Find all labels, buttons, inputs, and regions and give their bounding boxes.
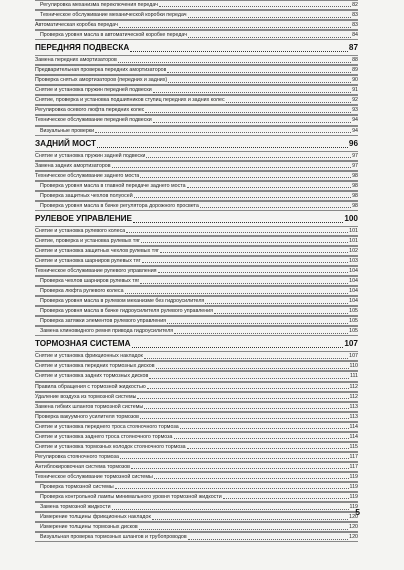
toc-entry-page: 119 bbox=[349, 473, 358, 480]
dot-leader bbox=[174, 437, 349, 439]
toc-entry-page: 83 bbox=[352, 22, 358, 29]
toc-entry-page: 103 bbox=[349, 257, 358, 264]
toc-entry-title: Снятие и установка заднего троса стояночного тормоза bbox=[35, 433, 173, 440]
dot-leader bbox=[188, 16, 352, 18]
dot-leader bbox=[154, 477, 349, 479]
toc-entry bbox=[35, 201, 358, 211]
toc-entry-page: 92 bbox=[352, 97, 358, 104]
toc-entry bbox=[35, 326, 358, 336]
dot-leader bbox=[95, 131, 351, 133]
toc-entry bbox=[35, 105, 358, 115]
toc-entry-page: 119 bbox=[349, 494, 358, 501]
toc-entry bbox=[35, 246, 358, 256]
dot-leader bbox=[137, 397, 348, 399]
dot-leader bbox=[112, 508, 349, 510]
dot-leader bbox=[188, 36, 351, 38]
toc-entry-title: Снятие и установка задних тормозных дисков bbox=[35, 373, 149, 380]
toc-entry-title: Замена клиновидного ремня привода гидроусилителя bbox=[40, 328, 174, 335]
toc-entry-page: 98 bbox=[352, 182, 358, 189]
toc-entry-page: 82 bbox=[352, 2, 358, 8]
dot-leader bbox=[156, 367, 349, 369]
toc-entry-page: 105 bbox=[349, 318, 358, 325]
dot-leader bbox=[223, 497, 349, 499]
dot-leader bbox=[125, 292, 349, 294]
toc-entry-title: Проверка контрольной лампы минимального уровня тормозной жидкости bbox=[40, 494, 222, 501]
dot-leader bbox=[153, 121, 351, 123]
toc-entry-title: Замена гибких шлангов тормозной системы bbox=[35, 403, 144, 410]
toc-entry bbox=[35, 402, 358, 412]
toc-entry bbox=[35, 286, 358, 296]
toc-entry-page: 94 bbox=[352, 127, 358, 134]
toc-entry-title: Снятие и установка пружин передней подвески bbox=[35, 87, 152, 94]
toc-entry-title: Измерение толщины тормозных дисков bbox=[40, 524, 138, 531]
toc-entry-page: 120 bbox=[349, 524, 358, 531]
toc-entry bbox=[35, 532, 358, 542]
toc-entry-page: 117 bbox=[349, 463, 358, 470]
toc-entry bbox=[35, 462, 358, 472]
toc-entry-page: 104 bbox=[349, 288, 358, 295]
toc-entry-page: 120 bbox=[349, 514, 358, 521]
toc-entry-title: Снятие и установка передних тормозных дисков bbox=[35, 363, 155, 370]
toc-entry-title: Проверка люфта рулевого колеса bbox=[40, 288, 124, 295]
toc-entry-page: 114 bbox=[349, 433, 358, 440]
toc-entry bbox=[35, 442, 358, 452]
toc-entry-page: 117 bbox=[349, 453, 358, 460]
toc-entry-title: Снятие и установка тормозных колодок стояночного тормоза bbox=[35, 443, 186, 450]
dot-leader bbox=[139, 528, 348, 530]
toc-entry bbox=[35, 10, 358, 20]
toc-entry bbox=[35, 181, 358, 191]
toc-entry-title: Замена передних амортизаторов bbox=[35, 57, 117, 64]
toc-entry-title: Техническое обслуживание заднего моста bbox=[35, 172, 140, 179]
toc-entry-page: 102 bbox=[349, 247, 358, 254]
toc-entry-page: 104 bbox=[349, 298, 358, 305]
toc-entry-page: 111 bbox=[349, 373, 358, 380]
toc-entry-page: 98 bbox=[352, 192, 358, 199]
toc-entry-page: 83 bbox=[352, 12, 358, 19]
dot-leader bbox=[140, 176, 351, 178]
table-of-contents bbox=[35, 0, 358, 542]
toc-entry-page: 101 bbox=[349, 227, 358, 234]
toc-entry-title: Проверка уровня масла в автоматической коробке передач bbox=[40, 32, 188, 39]
dot-leader bbox=[147, 387, 349, 389]
dot-leader bbox=[214, 312, 348, 314]
toc-entry bbox=[35, 0, 358, 10]
toc-entry-title: Проверка уровня масла в рулевом механизме без гидроусилителя bbox=[40, 298, 205, 305]
toc-entry-title: Снятие и установка фрикционных накладок bbox=[35, 353, 143, 360]
toc-entry-page: 84 bbox=[352, 32, 358, 39]
dot-leader bbox=[97, 146, 348, 148]
dot-leader bbox=[112, 166, 352, 168]
toc-section-heading bbox=[35, 41, 358, 55]
dot-leader bbox=[140, 282, 348, 284]
toc-entry-title: Снятие и установка рулевого колеса bbox=[35, 227, 126, 234]
toc-entry bbox=[35, 266, 358, 276]
toc-entry-page: 110 bbox=[349, 363, 358, 370]
toc-entry-title: Техническое обслуживание тормозной системы bbox=[35, 473, 153, 480]
dot-leader bbox=[188, 538, 348, 540]
toc-entry-page: 94 bbox=[352, 117, 358, 124]
toc-entry-title: Техническое обслуживание передней подвески bbox=[35, 117, 152, 124]
dot-leader bbox=[115, 487, 349, 489]
toc-entry bbox=[35, 20, 358, 30]
toc-entry-title: Проверка уровня масла в бачке регулятора дорожного просвета bbox=[40, 202, 199, 209]
dot-leader bbox=[126, 231, 348, 233]
toc-entry bbox=[35, 502, 358, 512]
toc-entry bbox=[35, 361, 358, 371]
toc-entry-title: Снятие и установка переднего троса стояночного тормоза bbox=[35, 423, 179, 430]
toc-entry-title: Правила обращения с тормозной жидкостью bbox=[35, 383, 146, 390]
toc-entry-page: 87 bbox=[348, 43, 358, 53]
dot-leader bbox=[146, 156, 351, 158]
dot-leader bbox=[120, 457, 349, 459]
toc-entry-page: 105 bbox=[349, 328, 358, 335]
toc-entry bbox=[35, 95, 358, 105]
toc-entry bbox=[35, 191, 358, 201]
dot-leader bbox=[144, 407, 348, 409]
toc-entry-page: 120 bbox=[349, 534, 358, 541]
toc-entry-page: 115 bbox=[349, 443, 358, 450]
dot-leader bbox=[140, 417, 349, 419]
toc-entry-title: Автоматическая коробка передач bbox=[35, 22, 118, 29]
toc-entry bbox=[35, 85, 358, 95]
toc-entry-title: РУЛЕВОЕ УПРАВЛЕНИЕ bbox=[35, 213, 132, 223]
toc-entry bbox=[35, 492, 358, 502]
dot-leader bbox=[180, 427, 349, 429]
toc-entry-title: Замена задних амортизаторов bbox=[35, 162, 111, 169]
dot-leader bbox=[187, 447, 349, 449]
toc-entry-title: Снятие, проверка и установка рулевых тяг bbox=[35, 237, 141, 244]
dot-leader bbox=[133, 221, 343, 223]
dot-leader bbox=[168, 81, 351, 83]
dot-leader bbox=[132, 346, 344, 348]
toc-entry-title: Измерение толщины фрикционных накладок bbox=[40, 514, 151, 521]
dot-leader bbox=[145, 111, 351, 113]
toc-entry-title: Визуальные проверки bbox=[40, 127, 95, 134]
toc-entry bbox=[35, 75, 358, 85]
toc-entry-page: 119 bbox=[349, 483, 358, 490]
toc-entry-page: 93 bbox=[352, 107, 358, 114]
page-number: 5 bbox=[355, 507, 360, 517]
toc-entry bbox=[35, 55, 358, 65]
toc-entry bbox=[35, 161, 358, 171]
toc-entry-page: 88 bbox=[352, 57, 358, 64]
toc-entry bbox=[35, 351, 358, 361]
toc-entry bbox=[35, 226, 358, 236]
toc-entry-page: 107 bbox=[344, 339, 358, 349]
toc-entry bbox=[35, 316, 358, 326]
toc-entry-title: Проверка уровня масла в бачке гидроусилителя рулевого управления bbox=[40, 308, 213, 315]
toc-entry-page: 107 bbox=[349, 353, 358, 360]
toc-entry bbox=[35, 126, 358, 136]
toc-entry-page: 89 bbox=[352, 67, 358, 74]
toc-entry-page: 114 bbox=[349, 423, 358, 430]
dot-leader bbox=[144, 357, 348, 359]
toc-entry bbox=[35, 30, 358, 40]
toc-entry-page: 101 bbox=[349, 237, 358, 244]
dot-leader bbox=[226, 101, 351, 103]
dot-leader bbox=[160, 251, 348, 253]
toc-entry bbox=[35, 276, 358, 286]
toc-entry bbox=[35, 296, 358, 306]
dot-leader bbox=[200, 206, 351, 208]
dot-leader bbox=[187, 186, 352, 188]
toc-entry-title: ЗАДНИЙ МОСТ bbox=[35, 138, 97, 148]
toc-entry-title: Регулировка механизма переключения передач bbox=[40, 2, 158, 8]
dot-leader bbox=[141, 241, 348, 243]
dot-leader bbox=[118, 61, 351, 63]
toc-entry-title: Проверка защитных чехлов полуосей bbox=[40, 192, 133, 199]
toc-entry-title: Проверка чехлов шарниров рулевых тяг bbox=[40, 278, 140, 285]
toc-entry bbox=[35, 236, 358, 246]
dot-leader bbox=[152, 518, 348, 520]
toc-entry bbox=[35, 171, 358, 181]
toc-entry-page: 112 bbox=[349, 393, 358, 400]
toc-entry-title: Техническое обслуживание механической коробки передач bbox=[40, 12, 187, 19]
toc-entry-title: Проверка снятых амортизаторов (передних и задних) bbox=[35, 77, 168, 84]
toc-entry bbox=[35, 371, 358, 381]
toc-section-heading bbox=[35, 137, 358, 151]
dot-leader bbox=[149, 377, 349, 379]
toc-entry bbox=[35, 151, 358, 161]
toc-entry-page: 112 bbox=[349, 383, 358, 390]
toc-entry bbox=[35, 65, 358, 75]
toc-entry-title: Снятие и установка защитных чехлов рулевых тяг bbox=[35, 247, 159, 254]
toc-entry-title: ПЕРЕДНЯЯ ПОДВЕСКА bbox=[35, 43, 130, 53]
toc-entry-title: Предварительная проверка передних амортизаторов bbox=[35, 67, 167, 74]
toc-entry-title: Антиблокировочная система тормозов bbox=[35, 463, 130, 470]
dot-leader bbox=[153, 91, 351, 93]
toc-entry-title: Проверка тормозной системы bbox=[40, 483, 114, 490]
toc-entry-title: Удаление воздуха из тормозной системы bbox=[35, 393, 137, 400]
toc-entry bbox=[35, 382, 358, 392]
toc-entry-title: Регулировка осевого люфта передних колес bbox=[35, 107, 145, 114]
toc-entry-page: 100 bbox=[344, 213, 358, 223]
toc-entry-title: Техническое обслуживание рулевого управления bbox=[35, 268, 157, 275]
toc-entry bbox=[35, 115, 358, 125]
toc-entry bbox=[35, 422, 358, 432]
toc-entry-page: 113 bbox=[349, 413, 358, 420]
toc-entry-page: 90 bbox=[352, 77, 358, 84]
toc-entry bbox=[35, 472, 358, 482]
toc-entry-title: Проверка затяжки элементов рулевого управления bbox=[40, 318, 167, 325]
dot-leader bbox=[167, 322, 348, 324]
toc-entry-page: 98 bbox=[352, 172, 358, 179]
toc-entry bbox=[35, 412, 358, 422]
toc-entry-page: 104 bbox=[349, 268, 358, 275]
dot-leader bbox=[205, 302, 348, 304]
toc-entry bbox=[35, 392, 358, 402]
dot-leader bbox=[159, 5, 351, 7]
toc-entry-page: 97 bbox=[352, 152, 358, 159]
dot-leader bbox=[167, 71, 351, 73]
dot-leader bbox=[174, 332, 348, 334]
toc-entry-title: ТОРМОЗНАЯ СИСТЕМА bbox=[35, 339, 131, 349]
toc-entry-title: Визуальная проверка тормозных шлангов и трубопроводов bbox=[40, 534, 187, 541]
toc-section-heading bbox=[35, 337, 358, 351]
dot-leader bbox=[134, 196, 351, 198]
toc-entry-title: Проверка уровня масла в главной передаче заднего моста bbox=[40, 182, 186, 189]
toc-entry bbox=[35, 306, 358, 316]
toc-entry bbox=[35, 512, 358, 522]
toc-entry bbox=[35, 256, 358, 266]
toc-entry-title: Проверка вакуумного усилителя тормозов bbox=[35, 413, 139, 420]
dot-leader bbox=[142, 261, 349, 263]
toc-entry-page: 119 bbox=[349, 504, 358, 511]
toc-entry-page: 97 bbox=[352, 162, 358, 169]
toc-entry-page: 113 bbox=[349, 403, 358, 410]
toc-entry-title: Снятие и установка шарниров рулевых тяг bbox=[35, 257, 141, 264]
toc-entry-title: Снятие, проверка и установка подшипников ступиц передних и задних колес bbox=[35, 97, 225, 104]
toc-entry-title: Замена тормозной жидкости bbox=[40, 504, 111, 511]
toc-entry-page: 96 bbox=[348, 138, 358, 148]
dot-leader bbox=[158, 271, 349, 273]
toc-section-heading bbox=[35, 212, 358, 226]
dot-leader bbox=[131, 467, 349, 469]
toc-entry bbox=[35, 522, 358, 532]
toc-entry-title: Регулировка стояночного тормоза bbox=[35, 453, 119, 460]
toc-entry-title: Снятие и установка пружин задней подвески bbox=[35, 152, 146, 159]
toc-entry bbox=[35, 452, 358, 462]
toc-entry-page: 104 bbox=[349, 278, 358, 285]
toc-entry-page: 105 bbox=[349, 308, 358, 315]
dot-leader bbox=[130, 50, 348, 52]
toc-entry bbox=[35, 482, 358, 492]
toc-entry-page: 91 bbox=[352, 87, 358, 94]
toc-entry-page: 98 bbox=[352, 202, 358, 209]
toc-entry bbox=[35, 432, 358, 442]
dot-leader bbox=[119, 26, 351, 28]
